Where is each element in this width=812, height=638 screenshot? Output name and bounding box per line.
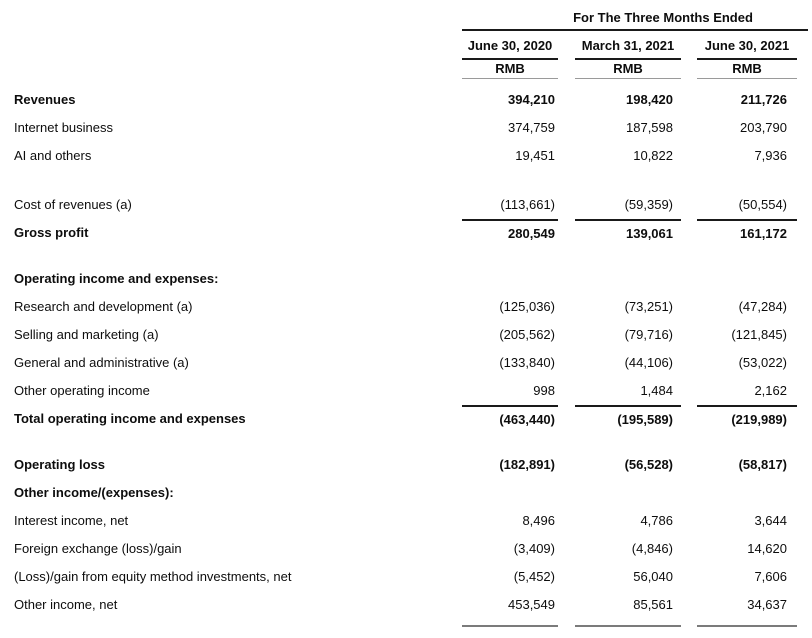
row-gap	[0, 433, 812, 451]
bottom-rule-spacer	[0, 625, 462, 633]
period-header	[462, 0, 808, 31]
period-header-title: For The Three Months Ended	[573, 10, 753, 25]
row-label: AI and others	[14, 148, 92, 163]
value-cell: 7,936	[754, 148, 787, 163]
row-gap	[0, 170, 812, 191]
row-label: General and administrative (a)	[14, 355, 189, 370]
row-label: Operating loss	[14, 457, 106, 472]
value-cell	[462, 479, 558, 507]
value-cell: 7,606	[754, 569, 787, 584]
value-cell: (4,846)	[631, 541, 673, 556]
value-cell: 34,637	[747, 597, 787, 612]
table-row-selling-and-marketing	[0, 321, 812, 349]
value-cell: 10,822	[633, 148, 673, 163]
value-cell	[462, 265, 558, 293]
value-cell: 198,420	[626, 92, 673, 107]
row-label: Research and development (a)	[14, 299, 193, 314]
value-cell: 453,549	[508, 597, 555, 612]
section-header-label: Operating income and expenses:	[14, 271, 219, 286]
value-cell: (463,440)	[462, 405, 558, 433]
value-cell: (47,284)	[738, 299, 787, 314]
value-cell: 203,790	[740, 120, 787, 135]
table-row-other-income-net	[0, 591, 812, 619]
value-cell: (53,022)	[738, 355, 787, 370]
row-label: Other income, net	[14, 597, 118, 612]
value-cell: (73,251)	[624, 299, 673, 314]
table-row-foreign-exchange	[0, 535, 812, 563]
value-cell	[575, 265, 681, 293]
value-cell: 8,496	[522, 513, 555, 528]
table-row-ai-and-others	[0, 142, 812, 170]
value-cell: (195,589)	[575, 405, 681, 433]
value-cell: 1,484	[640, 383, 673, 398]
value-cell: (205,562)	[499, 327, 555, 342]
row-label: Cost of revenues (a)	[14, 197, 132, 212]
value-cell: (182,891)	[499, 457, 555, 472]
row-label: Gross profit	[14, 225, 89, 240]
table-row-cost-of-revenues	[0, 191, 812, 219]
value-cell: 85,561	[633, 597, 673, 612]
value-cell	[697, 479, 797, 507]
value-cell: (56,528)	[624, 457, 673, 472]
value-cell: 56,040	[633, 569, 673, 584]
row-label: Other operating income	[14, 383, 150, 398]
table-row-operating-income-expenses-header	[0, 265, 812, 293]
table-row-research-and-development	[0, 293, 812, 321]
currency-label: RMB	[697, 60, 797, 79]
row-label: Revenues	[14, 92, 76, 107]
value-cell	[697, 265, 797, 293]
table-body	[0, 86, 812, 633]
row-gap	[0, 247, 812, 265]
table-row-other-income-expenses-header	[0, 479, 812, 507]
bottom-rule	[462, 625, 558, 633]
value-cell: (125,036)	[499, 299, 555, 314]
value-cell: (59,359)	[624, 197, 673, 212]
value-cell: 394,210	[508, 92, 555, 107]
units-spacer	[0, 60, 462, 79]
table-row-gross-profit	[0, 219, 812, 247]
currency-label: RMB	[462, 60, 558, 79]
column-headers-row	[0, 31, 812, 60]
value-cell: (5,452)	[513, 569, 555, 584]
table-row-revenues	[0, 86, 812, 114]
value-cell: 2,162	[754, 383, 787, 398]
currency-label: RMB	[575, 60, 681, 79]
value-cell: 187,598	[626, 120, 673, 135]
row-label: Total operating income and expenses	[14, 411, 246, 426]
value-cell: 280,549	[462, 219, 558, 247]
bottom-rule	[697, 625, 797, 633]
table-row-equity-method-investments	[0, 563, 812, 591]
row-label: Interest income, net	[14, 513, 129, 528]
bottom-rule	[575, 625, 681, 633]
column-header-march-31-2021: March 31, 2021	[575, 31, 681, 60]
row-label: (Loss)/gain from equity method investments, net	[14, 569, 292, 584]
row-label: Internet business	[14, 120, 114, 135]
value-cell: (113,661)	[500, 197, 555, 212]
column-header-spacer	[0, 31, 462, 60]
value-cell: 161,172	[697, 219, 797, 247]
value-cell: (3,409)	[513, 541, 555, 556]
row-label: Selling and marketing (a)	[14, 327, 159, 342]
value-cell	[575, 479, 681, 507]
table-row-operating-loss	[0, 451, 812, 479]
value-cell: (44,106)	[624, 355, 673, 370]
value-cell: (50,554)	[738, 197, 787, 212]
column-header-june-30-2020: June 30, 2020	[462, 31, 558, 60]
column-header-june-30-2021: June 30, 2021	[697, 31, 797, 60]
value-cell: 998	[533, 383, 555, 398]
value-cell: (133,840)	[499, 355, 555, 370]
table-row-interest-income-net	[0, 507, 812, 535]
section-header-label: Other income/(expenses):	[14, 485, 174, 500]
value-cell: 14,620	[747, 541, 787, 556]
value-cell: 139,061	[575, 219, 681, 247]
table-row-internet-business	[0, 114, 812, 142]
value-cell: 19,451	[515, 148, 555, 163]
value-cell: (79,716)	[624, 327, 673, 342]
value-cell: 211,726	[740, 92, 787, 107]
currency-units-row	[0, 60, 812, 79]
value-cell: 374,759	[508, 120, 555, 135]
bottom-rule-row	[0, 625, 812, 633]
row-label: Foreign exchange (loss)/gain	[14, 541, 182, 556]
value-cell: 4,786	[640, 513, 673, 528]
table-row-total-operating-income-expenses	[0, 405, 812, 433]
value-cell: (58,817)	[738, 457, 787, 472]
table-row-general-and-administrative	[0, 349, 812, 377]
value-cell: 3,644	[754, 513, 787, 528]
value-cell: (121,845)	[731, 327, 787, 342]
value-cell: (219,989)	[697, 405, 797, 433]
table-row-other-operating-income	[0, 377, 812, 405]
